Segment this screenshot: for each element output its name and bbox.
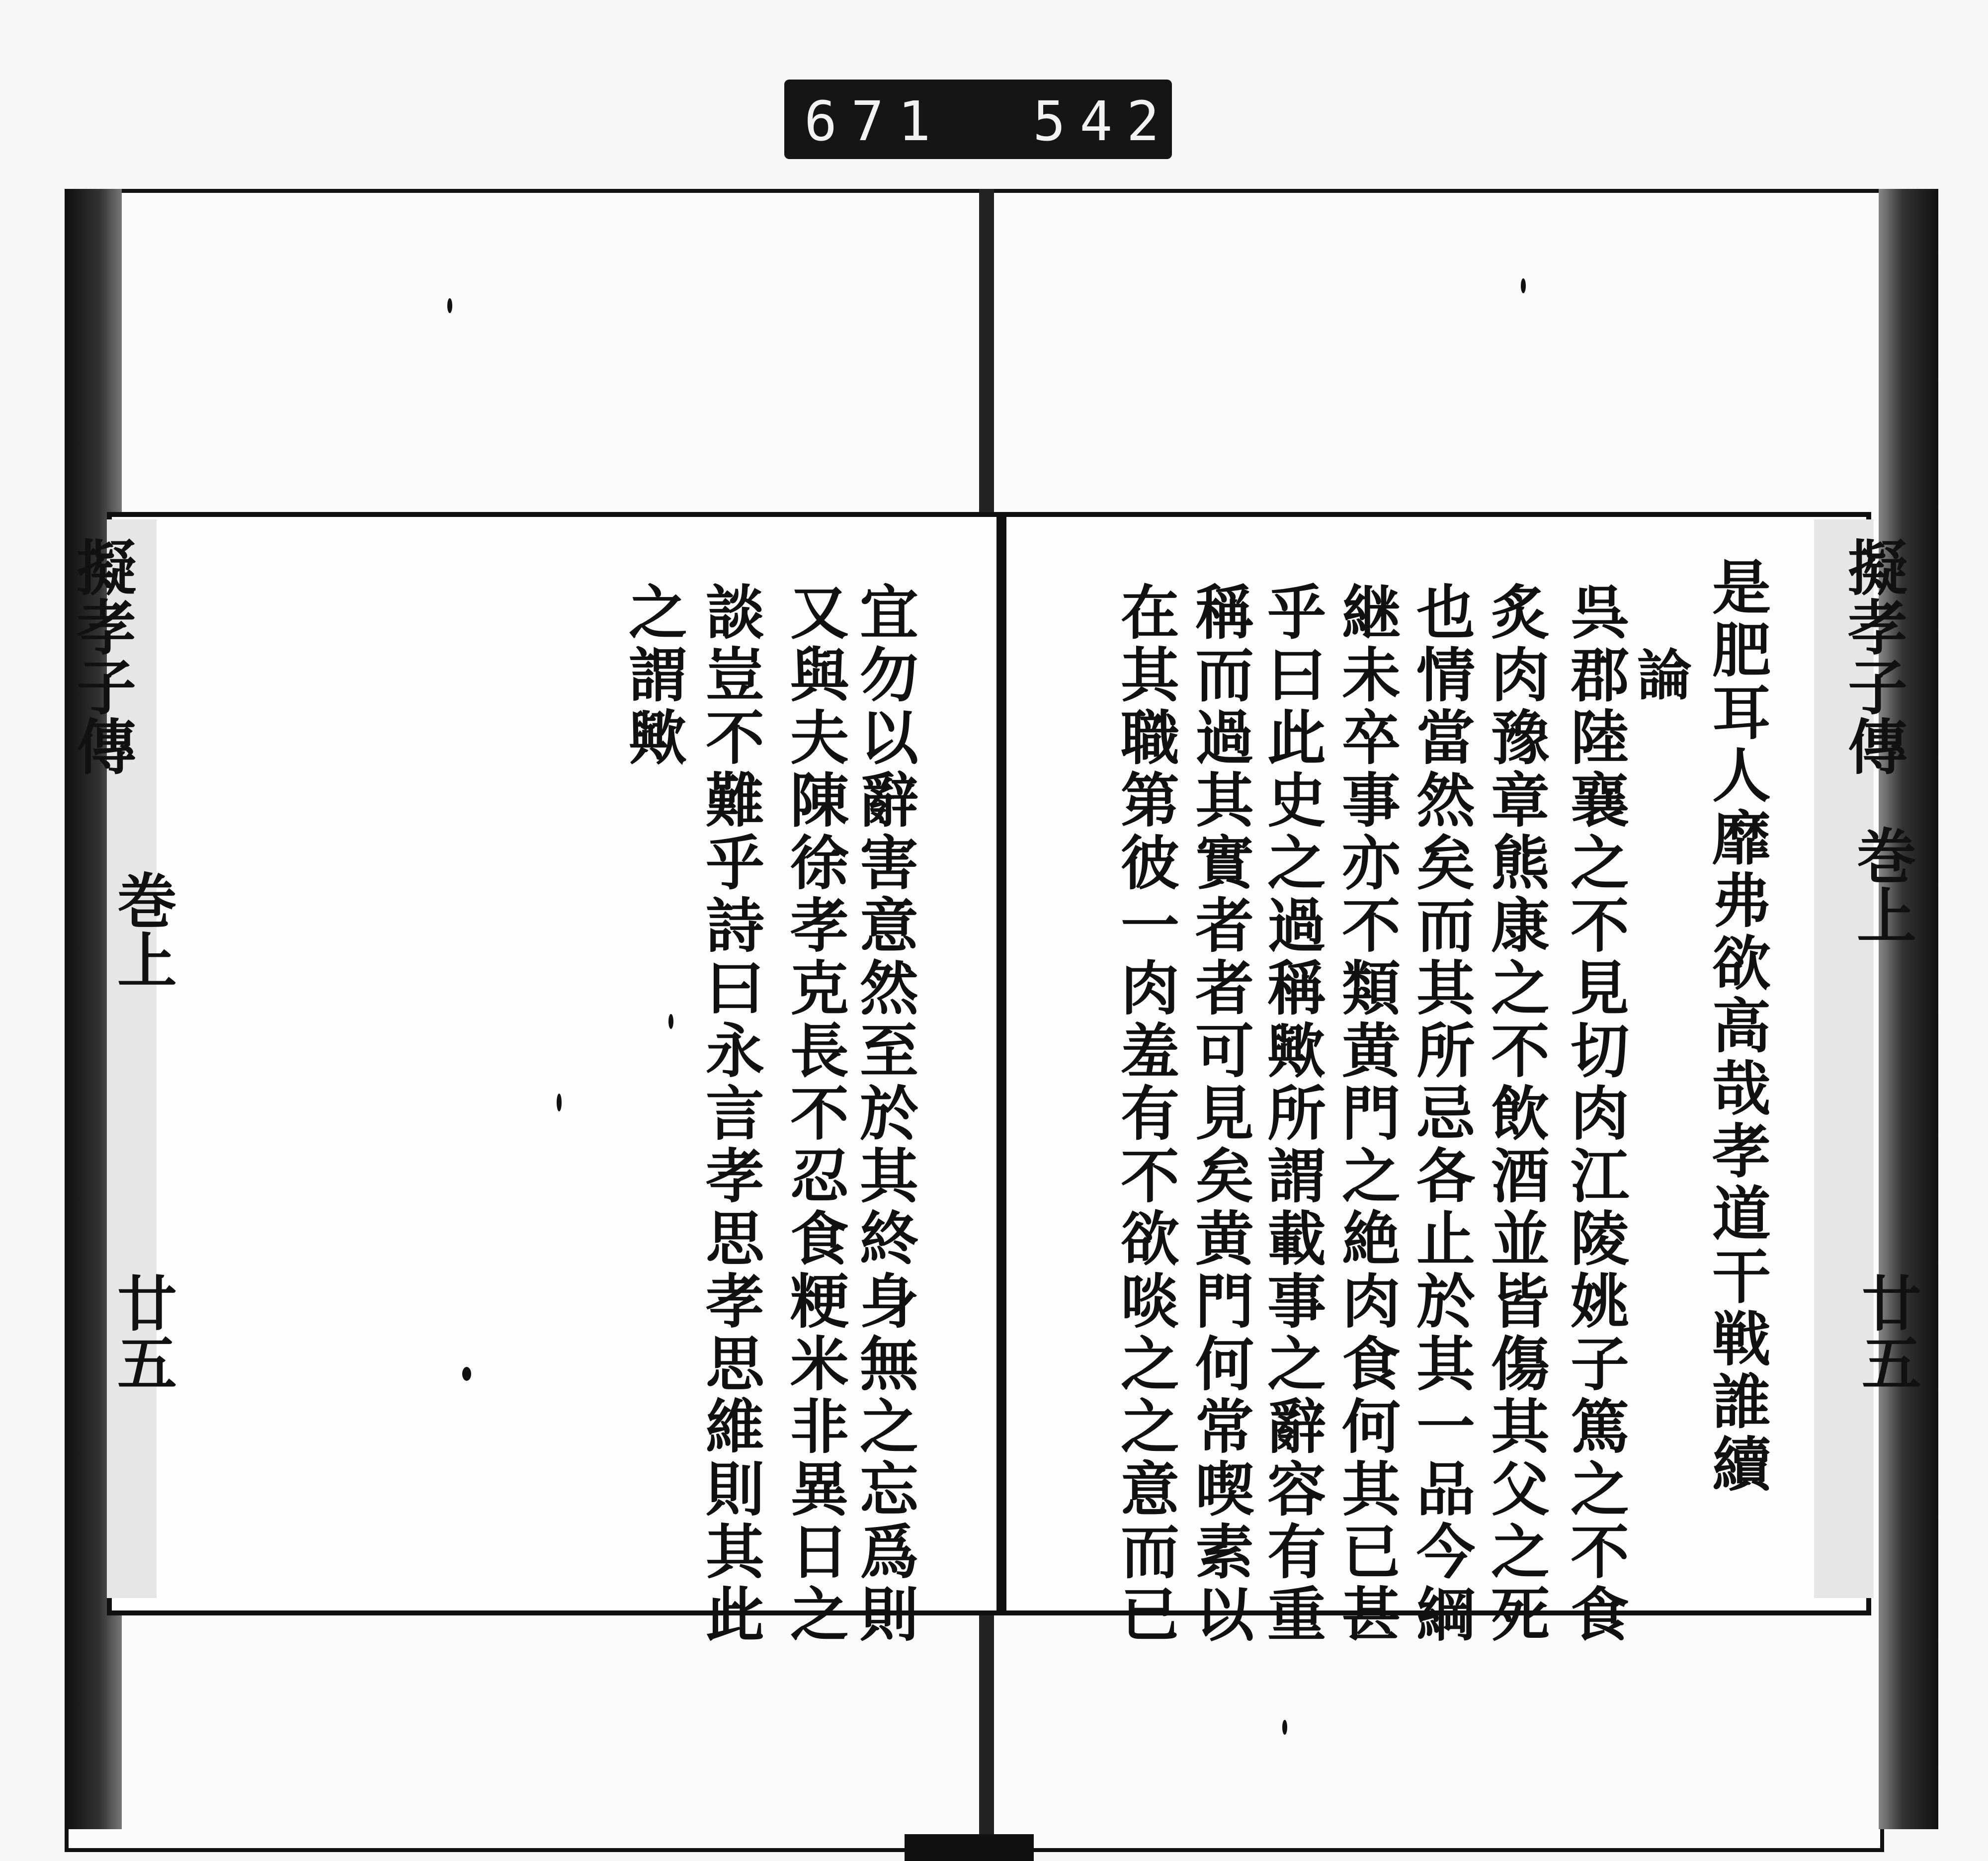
archive-number-right: 542 <box>1033 89 1173 153</box>
scan-speck <box>668 1014 673 1029</box>
text-column: 乎曰此史之過稱歟所謂載事之辭容有重 <box>1257 582 1326 1646</box>
scan-speck <box>447 298 452 313</box>
section-heading: 論 <box>1628 646 1692 705</box>
right-edge-tail: 巻上 <box>1847 825 1917 944</box>
text-column: 炙肉豫章熊康之不飲酒並皆傷其父之死 <box>1481 582 1550 1646</box>
text-column: 宜勿以辭害意然至於其終身無之忘爲則 <box>850 582 919 1646</box>
text-column: 継未卒事亦不類黄門之絶肉食何其已甚 <box>1332 582 1401 1646</box>
text-column: 在其職第彼一肉羞有不欲啖之之意而已 <box>1111 582 1180 1646</box>
archive-number-left: 671 <box>804 89 945 153</box>
right-edge-folio: 廿五 <box>1852 1272 1922 1392</box>
text-column: 稱而過其實者者可見矣黄門何常喫素以 <box>1185 582 1254 1646</box>
text-column: 也情當然矣而其所忌各止於其一品今綱 <box>1407 582 1476 1646</box>
text-column: 是肥耳人靡弗欲高哉孝道干戦誰續 <box>1702 557 1771 1496</box>
left-edge-title: 擬孝子傳 <box>67 537 137 775</box>
right-edge-title: 擬孝子傳 <box>1838 537 1908 775</box>
scan-speck <box>462 1367 471 1381</box>
scan-speck <box>557 1094 562 1111</box>
text-column: 談豈不難乎詩曰永言孝思孝思維則其此 <box>696 582 765 1646</box>
text-column: 之謂歟 <box>619 582 688 769</box>
text-column: 又與夫陳徐孝克長不忍食粳米非異日之 <box>780 582 849 1646</box>
scan-speck <box>1282 1720 1287 1735</box>
scan-speck <box>1521 278 1526 293</box>
binding-mark <box>905 1834 1034 1861</box>
left-edge-tail: 巻上 <box>107 870 177 989</box>
text-column: 呉郡陸襄之不見切肉江陵姚子篤之不食 <box>1561 582 1630 1646</box>
right-page-edge <box>1879 189 1938 1829</box>
archive-number-label <box>784 80 1172 159</box>
left-edge-folio: 廿五 <box>107 1272 177 1392</box>
